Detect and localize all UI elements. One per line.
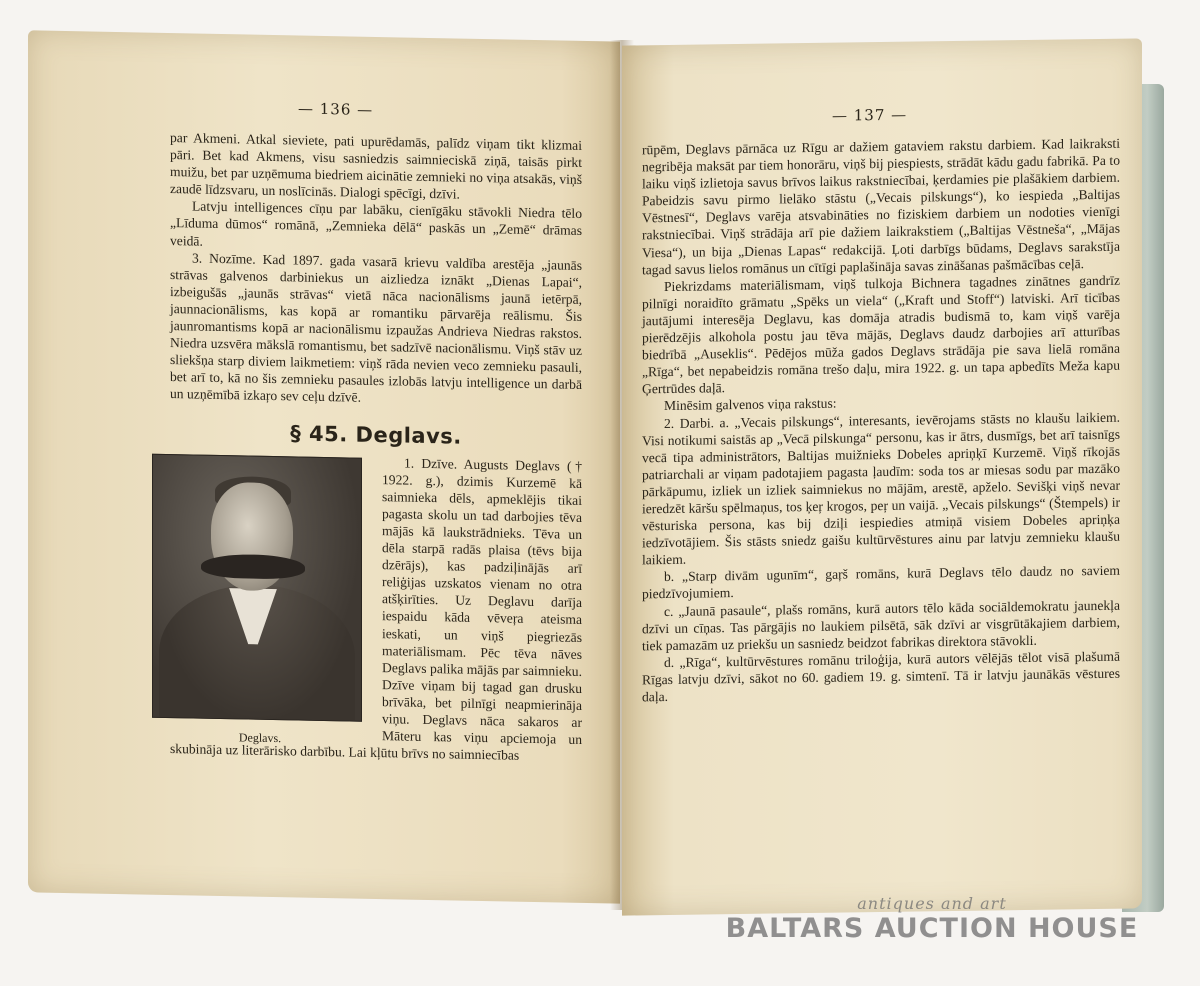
left-page [28,30,620,903]
paragraph: rūpēm, Deglavs pārnāca uz Rīgu ar dažiem gataviem rakstu darbiem. Kad laikraksti negribēja maksāt par tiem honorāru, viņš bij piespiests, strādāt kādu gadu fabrikā. Pa to laiku viņš izlietoja savus brīvos laikus rakstniecībai, ķerdamies pie plašākiem darbiem. Pabeidzis savu pirmo lielāko stāstu („Vecais pilskungs“), ko iespieda „Baltijas Vēstnesī“, Deglavs varēja atsvabināties no fiziskiem darbiem un nodoties vienīgi rakstniecībai. Viņš strādāja arī pie dažiem laikrakstiem („Baltijas Vēstneša“, „Mājas Viesa“), un bija „Dienas Lapas“ redakcijā. Ļoti darbīgs būdams, Deglavs sarakstīja tagad savus lielos romānus un cītīgi paplašināja savas zināšanas pašmācības ceļā. [642,135,1120,278]
paragraph: Piekrizdams materiālismam, viņš tulkoja Bichnera tagadnes zinātnes gandrīz pilnīgi noraidīto grāmatu „Spēks un viela“ („Kraft und Stoff“) latviski. Arī ticības jautājumi interesēja Deglavu, kas domāja atradis budismā to, kam viņš varēja pierēdzējis alkohola postu jau tēva mājās, Deglavs daudz darbojies arī atturības biedrībā „Auseklis“. Pēdējos mūža gados Deglavs strādāja pie sava lielā romāna „Rīga“, bet nepabeidzis romāna trešo daļu, mira 1922. g. un tapa apbedīts Meža kapu Ģertrūdes daļā. [642,272,1120,397]
portrait-figure [152,453,368,745]
paragraph: d. „Rīga“, kultūrvēstures romānu triloģija, kurā autors vēlējās tēlot visā plašumā Rīgas latvju dzīvi, sākot no 60. gadiem 19. g. simtenī. Tā ir latvju jaunākās vēstures daļa. [642,648,1120,705]
paragraph: b. „Starp divām ugunīm“, gaŗš romāns, kurā Deglavs tēlo daudz no saviem piedzīvojumiem. [642,563,1120,602]
page-number: — 137 — [832,105,908,125]
open-book [22,36,1172,926]
portrait-photo [152,453,362,721]
paragraph: 3. Nozīme. Kad 1897. gada vasarā krievu valdība arestēja „jaunās strāvas galvenos darbiniekus un aizliedza iznākt „Dienas Lapai“, izbeigušās „jaunās strāvas“ vietā nāca nacionālisms jaunā ietērpā, jaunnacionālisms, kas kopā ar romantiku pārvarēja reālismu. Šis jaunromantisms kopā ar nacionālismu izpaužas Andrieva Niedras rakstos. Niedra uzsvēra mākslā romantismu, bet sadzīvē nacionālismu. Viņš stāv uz sliekšņa starp diviem laikmetiem: viņš rāda nevien veco zemnieku pasauli, bet arī to, kā no šis zemnieku pasaules izlobās latvju intelligence un darbā un uzņēmībā izkaŗo sev ceļu dzīvē. [170,250,582,406]
paragraph: Latvju intelligences cīņu par labāku, cienīgāku stāvokli Niedra tēlo „Līduma dūmos“ romānā, „Zemnieka dēlā“ paskās un „Zemē“ drāmas veidā. [170,198,582,249]
paragraph: 1. Dzīve. Augusts Deglavs († 1922. g.), dzimis Kurzemē kā saimnieka dēls, apmeklējis tikai pagasta skolu un tad darbojies tēva mājās kā laukstrādnieks. Tēva un dēla starpā radās plaisa (tēvs bija dzērājs), kas padziļinājās arī reliģijas uzskatos vienam no otra atšķirīties. Uz Deglavu darīja iespaidu kāda vēveŗa ateisma ieskati, un viņš piegriezās materiālismam. Pēc tēva nāves Deglavs palika mājās par saimnieku. Dzīve viņam bij tagad gan drusku brīvāka, bet pilnīgi neapmierināja viņu. Deglavs nāca sakaros ar Māteru kas viņu apciemoja un skubināja uz literārisko darbību. Lai kļūtu brīvs no saimniecības [170,455,582,763]
right-page-text [642,135,1120,706]
page-number: — 136 — [298,99,374,119]
section-heading: § 45. Deglavs. [290,420,462,449]
paragraph: par Akmeni. Atkal sieviete, pati upurēdamās, palīdz viņam tikt klizmai pāri. Bet kad Akmens, visu sasniedzis saimnieciskā ziņā, taisās pirkt muižu, bet par uzņēmuma biedriem aicinātie zemnieki no viņa atsakās, viņš zaudē līdzsvaru, un noslīcinās. Dialogi spēcīgi, dzīvi. [170,130,582,202]
watermark-name: BALTARS AUCTION HOUSE [725,913,1139,944]
photo-caption: Deglavs. [238,729,282,745]
watermark-tagline: antiques and art [857,894,1007,913]
auction-house-watermark [722,894,1142,944]
right-page [622,38,1142,915]
left-page-text [170,129,582,765]
paragraph: Minēsim galvenos viņa rakstus: [664,396,837,414]
paragraph: c. „Jaunā pasaule“, plašs romāns, kurā autors tēlo kāda sociāldemokratu jaunekļa dzīvi un cīņas. Tas pārgājis no laukiem pilsētā, sāk dzīvi ar visgrūtākajiem darbiem, tiek pamazām uz priekšu un sasniedz beidzot fabrikas direktora stāvokli. [642,597,1120,654]
paragraph: 2. Darbi. a. „Vecais pilskungs“, interesants, ievērojams stāsts no klaušu laikiem. Visi notikumi saistās ap „Vecā pilskunga“ personu, kas ir ātrs, dusmīgs, bet arī taisnīgs vecā tipa administrātors, Baltijas muižnieks Dobeles apriņķī Kurzemē. Viņš rīkojās patriarchali ar viņam padotajiem pagasta ļaudīm: soda tos ar miesas sodu par mazāko pārkāpumu, izliek un izliek saimniekus no mājām, arestē, apželo. Sevišķi viņš nevar ieredzēt kāršu spēlmaņus, tos ķeŗ krogos, peŗ un vaijā. „Vecais pilskungs“ (Štempels) ir vēsturiska persona, kas bij dziļi iespiedies atmiņā visiem Dobeles apriņķa iedzīvotājiem. Šis stāsts sniedz gaišu kultūrvēstures ainu par latvju zemnieku klaušu laikiem. [642,409,1120,568]
